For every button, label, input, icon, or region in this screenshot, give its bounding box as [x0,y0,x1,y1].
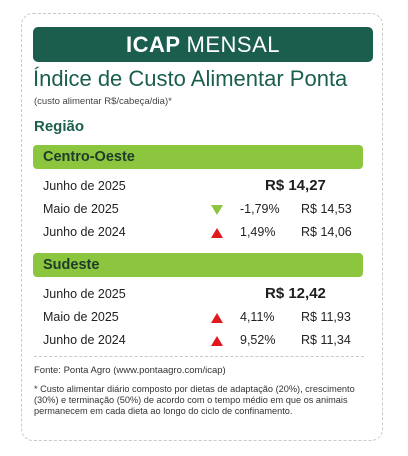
row-label: Maio de 2025 [43,202,119,216]
trend-down-icon [211,205,223,215]
row-value: R$ 11,34 [301,333,351,347]
trend-up-icon [211,313,223,323]
footnote-text: * Custo alimentar diário composto por dietas de adaptação (20%), crescimento (30%) e terminação (50%) de acordo com o tempo médio em que os animais permanecem em cada dieta ao longo do ciclo de confinamento. [34,384,355,416]
page-subtitle: (custo alimentar R$/cabeça/dia)* [34,96,172,107]
table-row [43,331,358,351]
header-banner [33,27,373,62]
region-heading: Região [34,118,85,135]
row-label: Junho de 2024 [43,225,126,239]
row-label: Maio de 2025 [43,310,119,324]
row-percent: 9,52% [240,333,276,347]
row-value: R$ 14,53 [301,202,352,216]
banner-title-bold: ICAP [125,31,181,57]
row-value: R$ 14,06 [301,225,352,239]
table-row [43,177,358,197]
table-row [43,308,358,328]
table-row [43,285,358,305]
source-text: Fonte: Ponta Agro (www.pontaagro.com/icap) [34,365,226,376]
row-label: Junho de 2025 [43,179,126,193]
table-row [43,200,358,220]
table-row [43,223,358,243]
row-percent: 1,49% [240,225,276,239]
row-value: R$ 11,93 [301,310,351,324]
row-label: Junho de 2024 [43,333,126,347]
divider [34,356,364,357]
banner-title-light: MENSAL [186,31,281,57]
section-header-centro-oeste: Centro-Oeste [33,145,363,169]
current-value: R$ 14,27 [265,177,326,194]
trend-up-icon [211,336,223,346]
trend-up-icon [211,228,223,238]
current-value: R$ 12,42 [265,285,326,302]
page-title: Índice de Custo Alimentar Ponta [33,66,348,91]
row-percent: 4,11% [240,310,275,324]
row-label: Junho de 2025 [43,287,126,301]
section-header-sudeste: Sudeste [33,253,363,277]
row-percent: -1,79% [240,202,280,216]
